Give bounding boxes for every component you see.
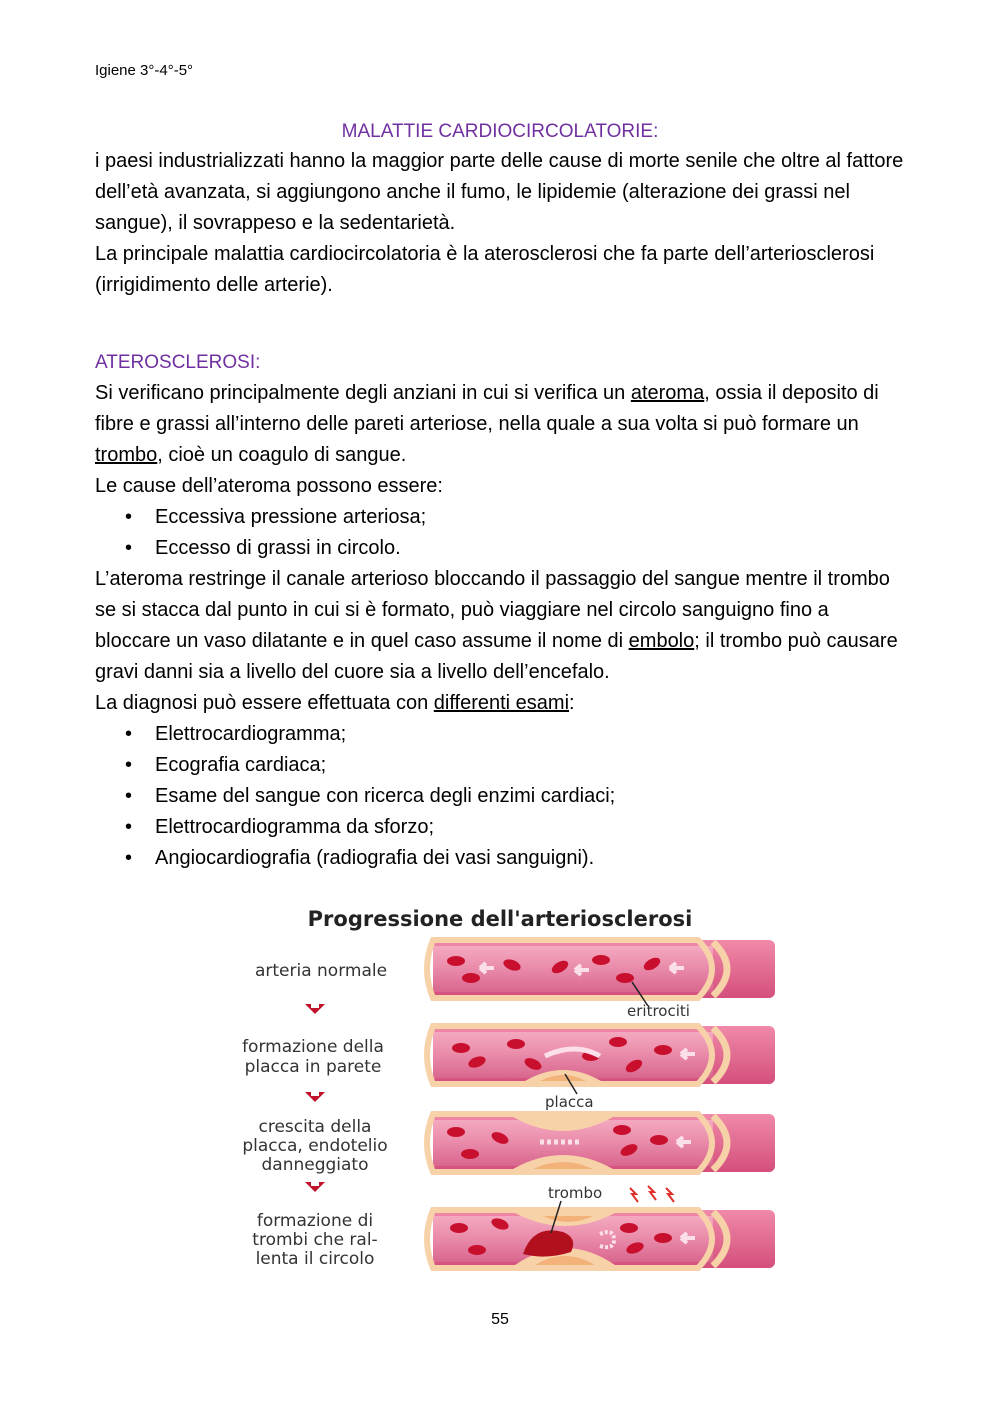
stage-label-normal: arteria normale [254, 961, 388, 981]
vessel-plaque-growth [427, 1114, 775, 1172]
aterosclerosi-paragraph: Si verificano principalmente degli anziani in cui si verifica un ateroma, ossia il deposito di fibre e grassi all’interno delle pareti arteriose, nella quale a sua volta si può formare un trombo, cioè un coagulo di sangue. [95, 382, 879, 466]
term-embolo: embolo [628, 630, 695, 652]
exams-list [95, 719, 905, 874]
stage-label-growth-line2: placca, endotelio [242, 1136, 388, 1156]
arteriosclerosis-illustration [215, 898, 795, 1278]
term-differenti-esami: differenti esami [433, 692, 570, 714]
term-trombo: trombo [95, 444, 158, 466]
list-item: • Eccessiva pressione arteriosa; [155, 502, 905, 533]
label-eritrociti: eritrociti [627, 1002, 690, 1020]
intro-paragraph-2: La principale malattia cardiocircolatoria è la aterosclerosi che fa parte dell’arteriosclerosi (irrigidimento delle arterie). [95, 243, 875, 296]
arrow-down-icon [305, 1004, 325, 1014]
stage-label-thrombus-line3: lenta il circolo [255, 1249, 375, 1269]
stage-label-thrombus-line1: formazione di [256, 1211, 374, 1231]
causes-intro: Le cause dell’ateroma possono essere: [95, 475, 443, 497]
list-item: • Angiocardiografia (radiografia dei vasi sanguigni). [155, 843, 905, 874]
stage-label-plaque-line1: formazione della [242, 1037, 384, 1057]
section-heading: ATEROSCLEROSI: [95, 352, 261, 373]
lightning-icon [630, 1188, 638, 1202]
diagnosis-intro: La diagnosi può essere effettuata con differenti esami: [95, 692, 575, 714]
lightning-icon [648, 1186, 656, 1200]
intro-paragraph-1: i paesi industrializzati hanno la maggior parte delle cause di morte senile che oltre al fattore dell’età avanzata, si aggiungono anche il fumo, le lipidemie (alterazione dei grassi nel sangue), il sovrappeso e la sedentarietà. [95, 150, 904, 234]
stage-label-growth-line3: danneggiato [261, 1155, 369, 1175]
page-header: Igiene 3°-4°-5° [95, 62, 194, 79]
page-title: MALATTIE CARDIOCIRCOLATORIE: [341, 121, 659, 142]
ateroma-effects-paragraph: L’ateroma restringe il canale arterioso bloccando il passaggio del sangue mentre il trombo se si stacca dal punto in cui si è formato, può viaggiare nel circolo sanguigno fino a bloccare un vaso dilatante e in quel caso assume il nome di embolo; il trombo può causare gravi danni sia a livello del cuore sia a livello dell’encefalo. [95, 568, 898, 683]
arrow-down-icon [305, 1182, 325, 1192]
list-item: • Ecografia cardiaca; [155, 750, 905, 781]
vessel-thrombus [427, 1201, 775, 1268]
vessel-normal [427, 940, 775, 1006]
page-number: 55 [491, 1311, 509, 1328]
term-ateroma: ateroma [630, 382, 705, 404]
arteriosclerosis-figure [215, 898, 795, 1278]
list-item: • Esame del sangue con ricerca degli enzimi cardiaci; [155, 781, 905, 812]
figure-title: Progressione dell'arteriosclerosi [307, 907, 693, 931]
list-item: • Elettrocardiogramma; [155, 719, 905, 750]
causes-list [95, 502, 905, 564]
arrow-down-icon [305, 1092, 325, 1102]
label-placca: placca [545, 1093, 594, 1111]
list-item: • Eccesso di grassi in circolo. [155, 533, 905, 564]
document-body [95, 118, 905, 874]
list-item: • Elettrocardiogramma da sforzo; [155, 812, 905, 843]
label-trombo: trombo [548, 1184, 603, 1202]
vessel-plaque-formation [427, 1026, 775, 1094]
lightning-icon [666, 1188, 674, 1202]
stage-label-thrombus-line2: trombi che ral- [252, 1230, 378, 1250]
stage-label-plaque-line2: placca in parete [244, 1057, 382, 1077]
stage-label-growth-line1: crescita della [258, 1117, 372, 1137]
